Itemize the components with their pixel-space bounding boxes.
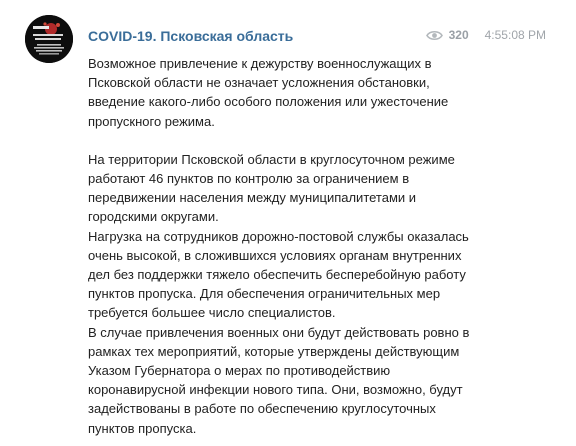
message-paragraph-4: В случае привлечения военных они будут действовать ровно в рамках тех мероприятий, которые утверждены действующим Указом Губернатора о мерах по противодействию коронавирусной инфекции нового типа. Они, возможно, будут задействованы в работе по обеспечению круглосуточных пунктов пропуска. xyxy=(88,324,470,436)
covid-channel-logo-icon xyxy=(25,15,73,63)
message-text xyxy=(88,54,550,438)
paragraph-spacer xyxy=(88,131,550,150)
eye-icon xyxy=(426,30,443,41)
post-timestamp[interactable]: 4:55:08 PM xyxy=(484,28,546,42)
channel-avatar[interactable] xyxy=(25,15,73,63)
post-header xyxy=(88,28,546,50)
message-paragraph-3: Нагрузка на сотрудников дорожно-постовой службы оказалась очень высокой, в сложившихся условиях органам внутренних дел без поддержки тяжело обеспечить бесперебойную работу пунктов пропуска. Для обеспечения ограничительных мер требуется большее число специалистов. xyxy=(88,228,469,321)
message-paragraph-1: Возможное привлечение к дежурству военнослужащих в Псковской области не означает усложнения обстановки, введение какого-либо особого положения или ужесточение пропускного режима. xyxy=(88,56,449,129)
message-paragraph-2: На территории Псковской области в круглосуточном режиме работают 46 пунктов по контролю за ограничением в передвижении населения между муниципалитетами и городскими округами. xyxy=(88,151,455,225)
channel-name-link[interactable]: COVID-19. Псковская область xyxy=(88,28,294,44)
post-meta xyxy=(426,28,546,42)
views-count: 320 xyxy=(448,28,469,42)
